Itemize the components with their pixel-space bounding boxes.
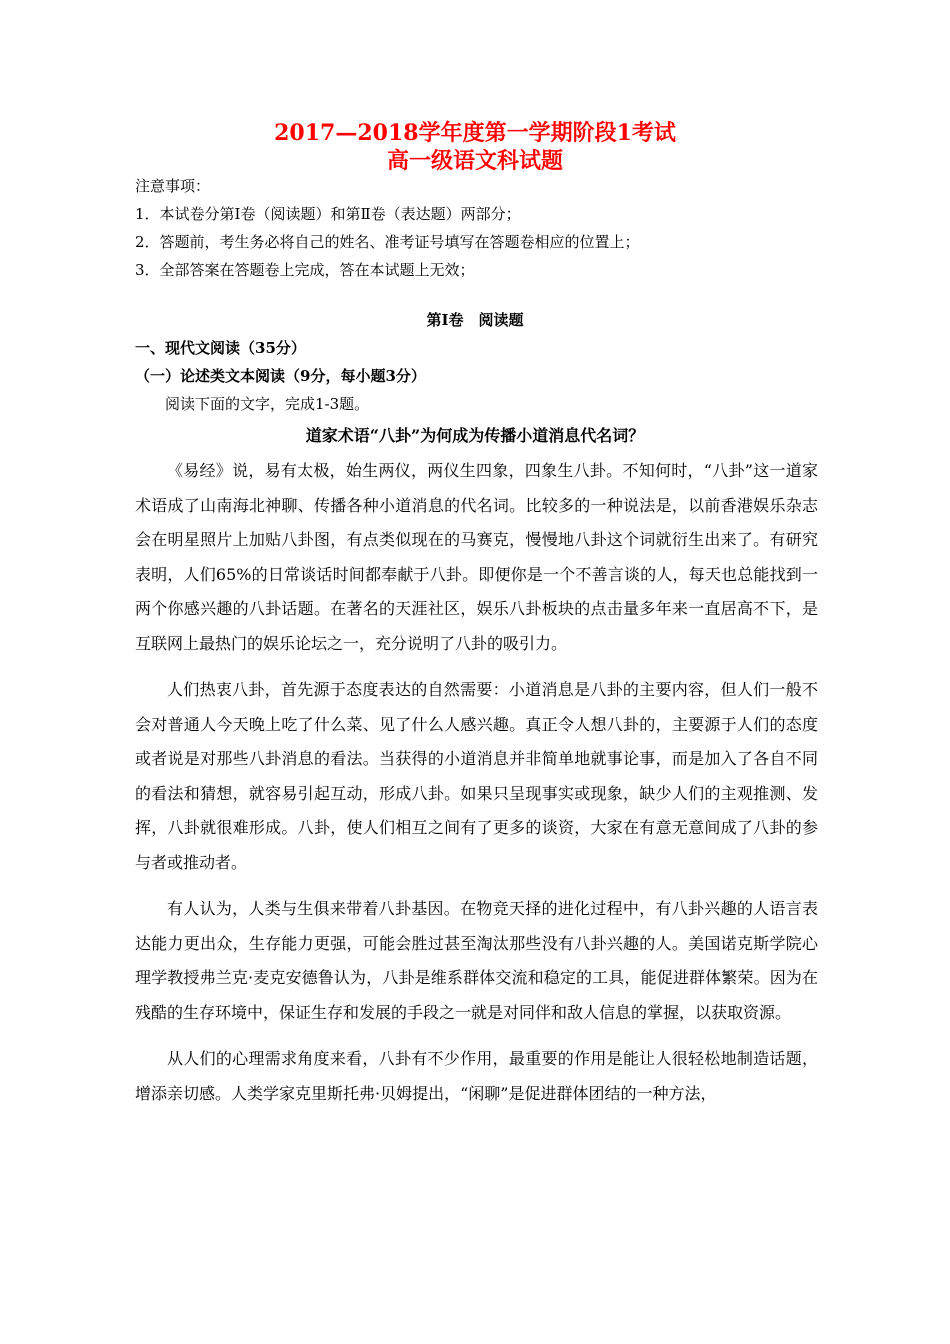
article-paragraph: 人们热衷八卦，首先源于态度表达的自然需要：小道消息是八卦的主要内容，但人们一般不会对普通人今天晚上吃了什么菜、见了什么人感兴趣。真正令人想八卦的，主要源于人们的态度或者说是对那些八卦消息的看法。当获得的小道消息并非简单地就事论事，而是加入了各自不同的看法和猜想，就容易引起互动，形成八卦。如果只呈现事实或现象，缺少人们的主观推测、发挥，八卦就很难形成。八卦，使人们相互之间有了更多的谈资，大家在有意无意间成了八卦的参与者或推动者。: [135, 680, 818, 872]
exam-title: 2017—2018学年度第一学期阶段1考试: [274, 120, 676, 146]
article-paragraph: 《易经》说，易有太极，始生两仪，两仪生四象，四象生八卦。不知何时，“八卦”这一道家术语成了山南海北神聊、传播各种小道消息的代名词。比较多的一种说法是，以前香港娱乐杂志会在明星照片上加贴八卦图，有点类似现在的马赛克，慢慢地八卦这个词就衍生出来了。有研究表明，人们65%的日常谈话时间都奉献于八卦。即便你是一个不善言谈的人，每天也总能找到一两个你感兴趣的八卦话题。在著名的天涯社区，娱乐八卦板块的点击量多年来一直居高不下，是互联网上最热门的娱乐论坛之一，充分说明了八卦的吸引力。: [135, 461, 818, 653]
notice-block: [135, 172, 835, 284]
article-paragraph: 从人们的心理需求角度来看，八卦有不少作用，最重要的作用是能让人很轻松地制造话题，增添亲切感。人类学家克里斯托弗·贝姆提出，“闲聊”是促进群体团结的一种方法，: [135, 1049, 818, 1103]
notice-item: 1．本试卷分第Ⅰ卷（阅读题）和第Ⅱ卷（表达题）两部分；: [135, 205, 521, 223]
notice-item: 2．答题前，考生务必将自己的姓名、准考证号填写在答题卷相应的位置上；: [135, 233, 640, 251]
article-paragraph: 有人认为，人类与生俱来带着八卦基因。在物竞天择的进化过程中，有八卦兴趣的人语言表达能力更出众，生存能力更强，可能会胜过甚至淘汰那些没有八卦兴趣的人。美国诺克斯学院心理学教授弗兰克·麦克安德鲁认为，八卦是维系群体交流和稳定的工具，能促进群体繁荣。因为在残酷的生存环境中，保证生存和发展的手段之一就是对同伴和敌人信息的掌握，以获取资源。: [135, 899, 818, 1022]
part-heading: 第Ⅰ卷 阅读题: [426, 311, 524, 329]
reading-instruction: 阅读下面的文字，完成1-3题。: [165, 395, 370, 413]
notice-item: 3．全部答案在答题卷上完成，答在本试题上无效；: [135, 261, 475, 279]
article-body: [135, 454, 818, 1123]
notice-heading: 注意事项：: [135, 177, 211, 195]
exam-subtitle: 高一级语文科试题: [386, 148, 563, 174]
section-heading: 一、现代文阅读（35分）: [135, 339, 306, 357]
article-title: 道家术语“八卦”为何成为传播小道消息代名词？: [305, 426, 645, 445]
subsection-heading: （一）论述类文本阅读（9分，每小题3分）: [135, 367, 426, 385]
